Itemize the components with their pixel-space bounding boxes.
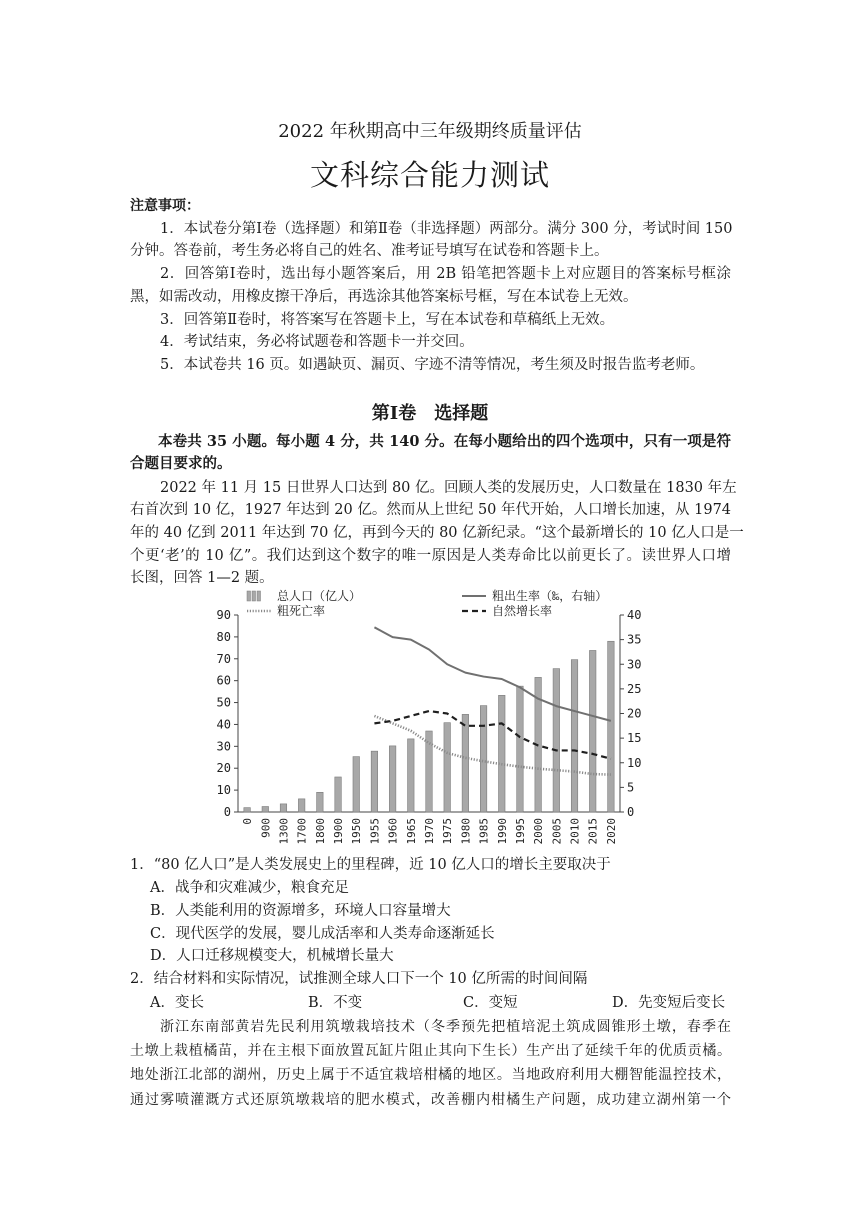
y2-tick-label: 0 <box>627 805 635 819</box>
x-tick-label: 2015 <box>586 818 600 845</box>
y-tick-label: 20 <box>216 761 231 776</box>
notice-heading: 注意事项： <box>130 198 200 214</box>
y-tick-label: 90 <box>216 608 231 622</box>
population-bar <box>317 792 324 812</box>
notice-line: 黑，如需改动，用橡皮擦干净后，再选涂其他答案标号框，写在本试卷上无效。 <box>130 289 638 305</box>
passage-line: 土墩上栽植橘苗，并在主根下面放置瓦缸片阻止其向下生长）生产出了延续千年的优质贡橘。 <box>130 1043 731 1059</box>
question-2-option-d: D．先变短后变长 <box>612 995 726 1011</box>
y2-tick-label: 30 <box>627 657 642 672</box>
x-tick-label: 1995 <box>513 818 527 845</box>
legend-label: 自然增长率 <box>492 604 553 618</box>
exam-title: 文科综合能力测试 <box>309 158 550 192</box>
legend-label: 粗死亡率 <box>277 604 326 618</box>
chart-svg <box>200 585 660 855</box>
population-bar <box>408 739 415 812</box>
question-1-option-d: D．人口迁移规模变大，机械增长量大 <box>150 948 394 964</box>
question-1-option-b: B．人类能利用的资源增多，环境人口容量增大 <box>150 903 451 919</box>
x-tick-label: 1950 <box>350 818 364 845</box>
y2-tick-label: 40 <box>627 608 642 622</box>
notice-line: 4．考试结束，务必将试题卷和答题卡一并交回。 <box>160 334 474 350</box>
question-1-option-c: C．现代医学的发展，婴儿成活率和人类寿命逐渐延长 <box>150 926 495 942</box>
y-tick-label: 10 <box>216 783 231 798</box>
population-bar <box>480 706 487 812</box>
legend-label: 粗出生率（‰，右轴） <box>492 589 608 603</box>
population-bar <box>335 777 342 812</box>
x-tick-label: 1970 <box>423 818 436 845</box>
legend-bar-swatch <box>257 591 261 601</box>
question-1-stem: 1．“80 亿人口”是人类发展史上的里程碑，近 10 亿人口的增长主要取决于 <box>130 857 611 873</box>
y-tick-label: 50 <box>216 695 231 710</box>
y-tick-label: 0 <box>223 805 231 819</box>
x-tick-label: 1985 <box>477 818 491 845</box>
x-tick-label: 1800 <box>313 818 327 845</box>
y-tick-label: 80 <box>216 629 231 644</box>
passage-line: 2022 年 11 月 15 日世界人口达到 80 亿。回顾人类的发展历史，人口数量在 1830 年左 <box>160 480 737 496</box>
x-tick-label: 2000 <box>532 818 546 845</box>
y2-tick-label: 20 <box>627 706 642 721</box>
question-2-option-b: B．不变 <box>308 995 363 1011</box>
y-tick-label: 60 <box>216 673 231 688</box>
x-tick-label: 1980 <box>459 818 473 845</box>
x-tick-label: 1960 <box>386 818 400 845</box>
section-title: 第Ⅰ卷 选择题 <box>371 403 489 424</box>
passage-line: 个更‘老’的 10 亿”。我们达到这个数字的唯一原因是人类寿命比以前更长了。读世界人口增 <box>130 548 731 564</box>
question-2-stem: 2．结合材料和实际情况，试推测全球人口下一个 10 亿所需的时间间隔 <box>130 971 588 987</box>
legend-bar-swatch <box>247 591 251 601</box>
population-bar <box>298 799 305 812</box>
legend-bar-swatch <box>252 591 256 601</box>
y-tick-label: 30 <box>216 739 231 754</box>
population-bar <box>553 669 560 812</box>
x-tick-label: 1975 <box>441 818 455 845</box>
population-chart <box>200 585 660 855</box>
notice-line: 3．回答第Ⅱ卷时，将答案写在答题卡上，写在本试卷和草稿纸上无效。 <box>160 312 615 328</box>
notice-line: 2．回答第Ⅰ卷时，选出每小题答案后，用 2B 铅笔把答题卡上对应题目的答案标号框涂 <box>160 266 731 282</box>
x-tick-label: 0 <box>241 818 255 825</box>
population-bar <box>389 746 396 812</box>
population-bar <box>371 751 378 812</box>
population-bar <box>244 808 251 812</box>
x-tick-label: 1700 <box>295 818 309 845</box>
x-tick-label: 1900 <box>332 818 346 845</box>
legend-label: 总人口（亿人） <box>277 589 362 603</box>
question-2-option-a: A．变长 <box>150 995 204 1011</box>
question-2-option-c: C．变短 <box>463 995 518 1011</box>
y2-tick-label: 25 <box>627 681 642 696</box>
passage-line: 地处浙江北部的湖州，历史上属于不适宜栽培柑橘的地区。当地政府利用大棚智能温控技术， <box>130 1067 731 1083</box>
notice-line: 5．本试卷共 16 页。如遇缺页、漏页、字迹不清等情况，考生须及时报告监考老师。 <box>160 357 705 373</box>
passage-line: 浙江东南部黄岩先民利用筑墩栽培技术（冬季预先把植培泥土筑成圆锥形土墩，春季在 <box>160 1019 731 1035</box>
y2-tick-label: 35 <box>627 632 642 647</box>
population-bar <box>262 807 269 812</box>
notice-line: 1．本试卷分第Ⅰ卷（选择题）和第Ⅱ卷（非选择题）两部分。满分 300 分，考试时间 150 <box>160 221 733 237</box>
population-bar <box>571 660 578 812</box>
population-bar <box>589 650 596 812</box>
section-intro: 本卷共 35 小题。每小题 4 分，共 140 分。在每小题给出的四个选项中，只有一项是符 <box>158 433 731 450</box>
exam-subtitle: 2022 年秋期高中三年级期终质量评估 <box>278 121 582 142</box>
y-tick-label: 40 <box>216 717 231 732</box>
population-bar <box>426 731 433 812</box>
population-bar <box>517 686 524 812</box>
x-tick-label: 1300 <box>277 818 291 845</box>
x-tick-label: 2020 <box>604 818 618 845</box>
y2-tick-label: 15 <box>627 731 642 746</box>
passage-line: 长图，回答 1—2 题。 <box>130 570 274 586</box>
population-bar <box>499 695 506 812</box>
population-bar <box>280 804 287 812</box>
y2-tick-label: 10 <box>627 755 642 770</box>
passage-line: 右首次到 10 亿，1927 年达到 20 亿。然而从上世纪 50 年代开始，人口增长加速，从 1974 <box>130 502 732 518</box>
population-bar <box>608 641 615 812</box>
x-tick-label: 1990 <box>495 818 509 845</box>
x-tick-label: 1955 <box>368 818 382 845</box>
x-tick-label: 1965 <box>404 818 418 845</box>
population-bar <box>353 757 360 812</box>
notice-line: 分钟。答卷前，考生务必将自己的姓名、准考证号填写在试卷和答题卡上。 <box>130 243 609 259</box>
x-tick-label: 2005 <box>550 818 564 845</box>
population-bar <box>462 714 469 812</box>
passage-line: 通过雾喷灌溉方式还原筑墩栽培的肥水模式，改善棚内柑橘生产问题，成功建立湖州第一个 <box>130 1092 731 1108</box>
passage-line: 年的 40 亿到 2011 年达到 70 亿，再到今天的 80 亿新纪录。“这个最新增长的 10 亿人口是一 <box>130 525 744 541</box>
section-intro: 合题目要求的。 <box>130 455 232 472</box>
y-tick-label: 70 <box>216 651 231 666</box>
x-tick-label: 2010 <box>568 818 582 845</box>
question-1-option-a: A．战争和灾难减少，粮食充足 <box>150 880 349 896</box>
population-bar <box>444 723 451 812</box>
x-tick-label: 900 <box>259 818 273 838</box>
y2-tick-label: 5 <box>627 780 635 795</box>
